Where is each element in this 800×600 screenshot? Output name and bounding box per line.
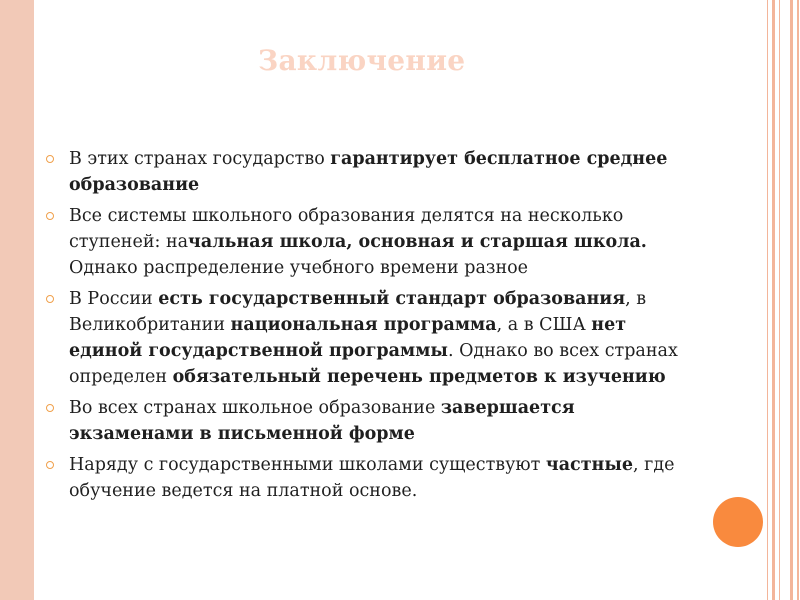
bullet-text: [69, 398, 575, 444]
text-segment: , а в США: [496, 315, 592, 335]
slide-title: Заключение: [258, 44, 466, 77]
bullet-item: [46, 146, 686, 198]
bold-text-segment: обязательный перечень предметов к изучению: [172, 367, 666, 387]
text-segment: Наряду с государственными школами существуют: [69, 455, 546, 475]
bold-text-segment: завершается экзаменами в письменной форме: [69, 398, 575, 444]
bold-text-segment: частные: [545, 455, 634, 475]
left-decorative-band: [0, 0, 34, 600]
text-segment: , где обучение ведется на платной основе.: [69, 455, 675, 501]
text-segment: Во всех странах школьное образование: [69, 398, 441, 418]
text-segment: . Однако во всех странах определен: [69, 341, 678, 387]
bullet-marker-icon: [46, 295, 54, 303]
text-segment: В этих странах государство: [69, 149, 331, 169]
right-border-line: [797, 0, 799, 600]
bullet-marker-icon: [46, 155, 54, 163]
text-segment: Все системы школьного образования делятся на несколько ступеней: на: [69, 206, 624, 252]
bullet-marker-icon: [46, 461, 54, 469]
bullet-item: [46, 203, 686, 281]
text-segment: Однако распределение учебного времени разное: [69, 258, 528, 278]
bullet-item: [46, 452, 686, 504]
bold-text-segment: чальная школа, основная и старшая школа.: [188, 232, 647, 252]
bold-text-segment: национальная программа: [230, 315, 497, 335]
text-segment: , в Великобритании: [69, 289, 647, 335]
right-border-line: [767, 0, 768, 600]
bullet-text: [69, 149, 667, 195]
bullet-marker-icon: [46, 212, 54, 220]
bullet-list: [46, 146, 686, 509]
decorative-orange-circle: [713, 497, 763, 547]
bullet-item: [46, 286, 686, 390]
bullet-text: [69, 206, 647, 278]
bold-text-segment: гарантирует бесплатное среднее образование: [69, 149, 668, 195]
right-border-line: [772, 0, 775, 600]
bullet-marker-icon: [46, 404, 54, 412]
bold-text-segment: нет единой государственной программы: [69, 315, 627, 361]
right-border-line: [779, 0, 780, 600]
bullet-item: [46, 395, 686, 447]
bullet-text: [69, 289, 678, 387]
bullet-text: [69, 455, 674, 501]
text-segment: В России: [69, 289, 159, 309]
bold-text-segment: есть государственный стандарт образования: [158, 289, 626, 309]
right-border-line: [790, 0, 793, 600]
